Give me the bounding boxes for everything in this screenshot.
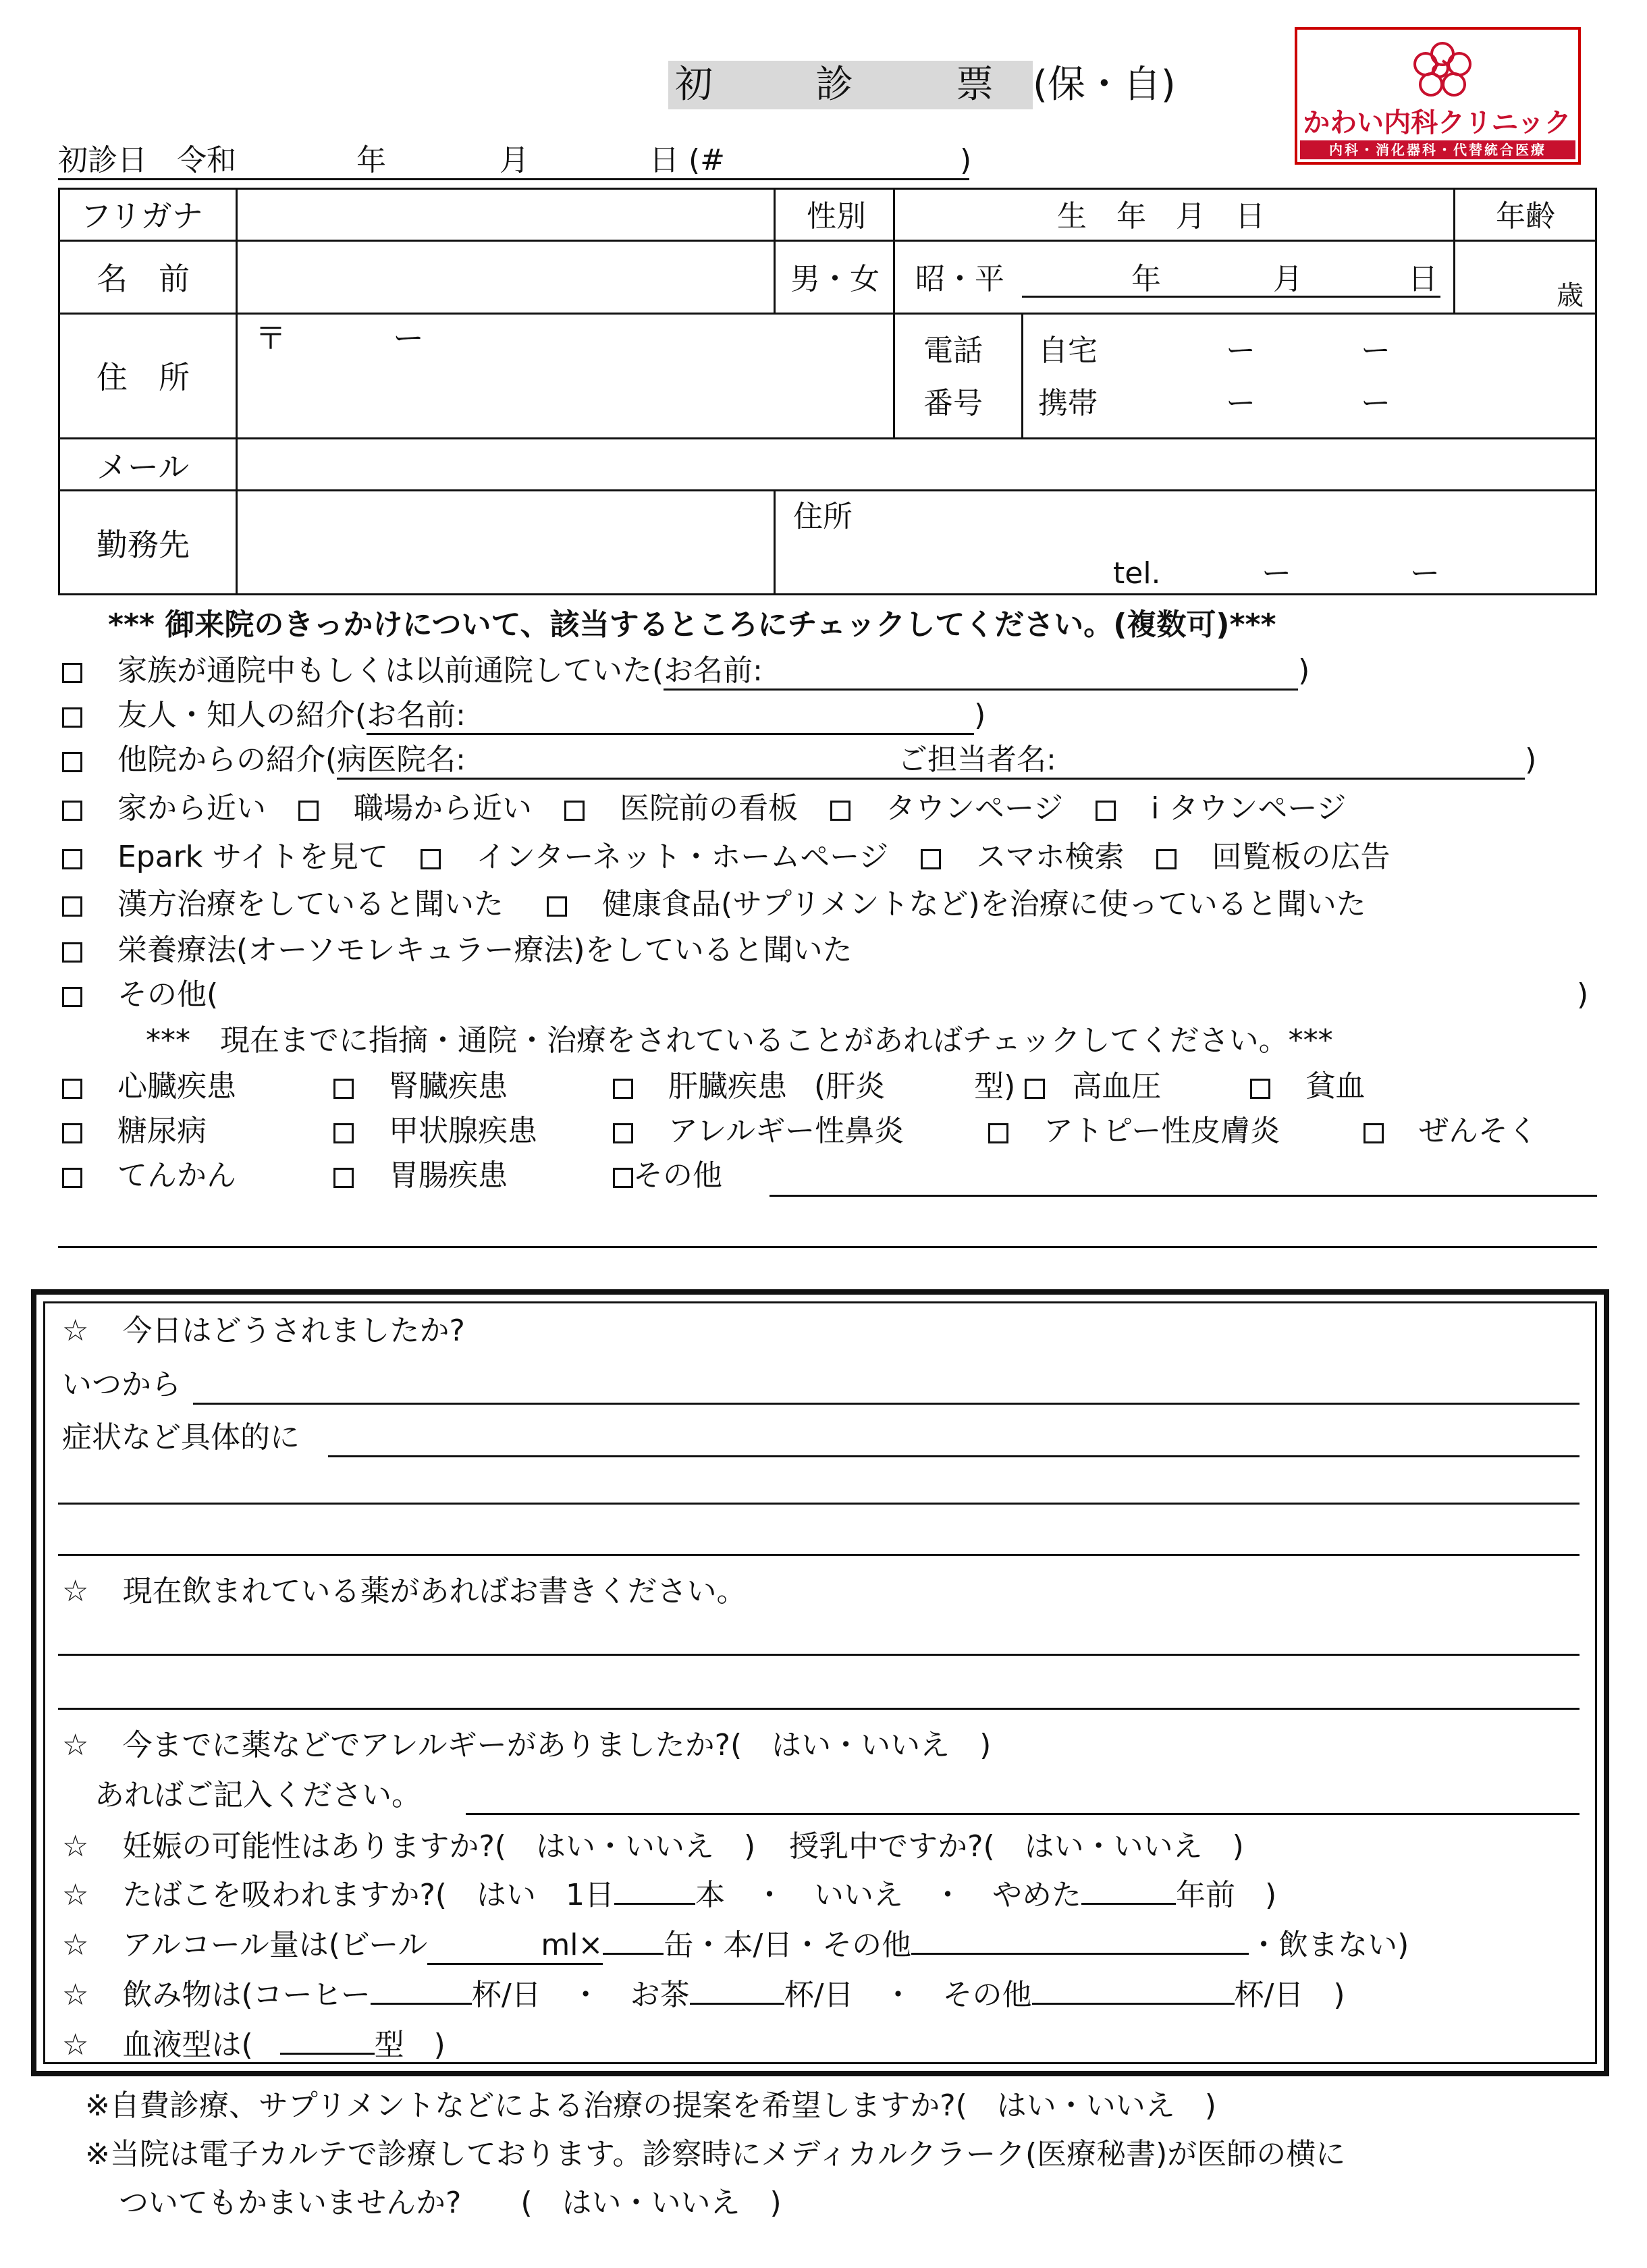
q-tobacco-c: 年前 )	[1175, 1878, 1277, 1912]
birth-month: 月	[1273, 262, 1303, 296]
star-icon: ☆	[62, 1829, 89, 1864]
reason-smartphone: スマホ検索	[976, 840, 1125, 874]
star-icon: ☆	[62, 1978, 89, 2012]
checkbox[interactable]	[921, 849, 941, 869]
first-visit-date	[58, 143, 972, 180]
close-paren: )	[1525, 742, 1537, 777]
flower-logo-icon	[1405, 34, 1480, 108]
history-row-2	[62, 1114, 1538, 1149]
star-icon: ☆	[62, 1728, 89, 1762]
tobacco-count-field[interactable]	[614, 1903, 695, 1905]
reason-townpage: タウンページ	[886, 791, 1064, 826]
history-extra-line[interactable]	[58, 1246, 1597, 1248]
birth-label: 生 年 月 日	[1057, 199, 1265, 234]
q-pregnancy-row	[62, 1829, 1244, 1864]
clinic-tagline: 内科・消化器科・代替統合医療	[1300, 140, 1575, 159]
history-hypertension: 高血圧	[1072, 1069, 1162, 1104]
checkbox[interactable]	[62, 942, 82, 963]
q-tobacco-b: 本 ・ いいえ ・ やめた	[695, 1878, 1081, 1912]
checkbox[interactable]	[547, 896, 567, 917]
work-tel-dash-2: ー	[1410, 556, 1440, 591]
sex-label: 性別	[807, 199, 866, 234]
reason-other: その他(	[117, 977, 219, 1012]
history-row-1	[62, 1069, 1365, 1104]
date-month: 月	[500, 143, 529, 178]
birth-underline	[1022, 296, 1440, 298]
work-tel-label: tel.	[1113, 556, 1161, 591]
checkbox[interactable]	[830, 801, 850, 821]
reason-kampo: 漢方治療をしていると聞いた	[117, 887, 504, 921]
family-name-field[interactable]	[664, 653, 1298, 691]
checkbox[interactable]	[613, 1123, 633, 1143]
alcohol-other-field[interactable]	[911, 1953, 1249, 1955]
mail-field[interactable]	[236, 437, 1597, 491]
history-row-3	[62, 1158, 722, 1193]
history-anemia: 貧血	[1305, 1069, 1366, 1104]
history-liver: 肝臓疾患	[668, 1069, 787, 1104]
work-address-field[interactable]	[774, 489, 1597, 595]
checkbox[interactable]	[613, 1168, 633, 1188]
checkbox[interactable]	[62, 663, 82, 683]
checkbox[interactable]	[333, 1079, 354, 1099]
title-text: 初 診 票	[668, 61, 1033, 109]
reason-near-work: 職場から近い	[354, 791, 532, 826]
checkbox[interactable]	[1250, 1079, 1270, 1099]
history-thyroid: 甲状腺疾患	[389, 1114, 537, 1148]
mobile-phone-label: 携帯	[1038, 386, 1098, 421]
patient-info-table	[58, 188, 1597, 595]
reason-family-row	[62, 653, 1310, 691]
name-label: 名 前	[97, 261, 190, 297]
q-medicine	[62, 1574, 746, 1609]
furigana-label: フリガナ	[80, 198, 203, 234]
q-drink-row	[62, 1978, 1345, 2013]
history-other: その他	[633, 1158, 722, 1193]
checkbox[interactable]	[62, 849, 82, 869]
coffee-field[interactable]	[371, 2003, 472, 2005]
q-blood-b: 型 )	[374, 2028, 446, 2062]
checkbox[interactable]	[62, 987, 82, 1007]
checkbox[interactable]	[564, 801, 585, 821]
birth-label-cell	[893, 188, 1455, 242]
checkbox[interactable]	[62, 801, 82, 821]
reason-row-7	[62, 933, 853, 968]
birth-date-cell	[893, 240, 1455, 315]
reason-other-close: )	[1577, 977, 1589, 1012]
reason-near-home: 家から近い	[117, 791, 266, 826]
symptoms-line-3[interactable]	[58, 1554, 1580, 1556]
close-paren: )	[974, 698, 986, 732]
history-other-line[interactable]	[770, 1195, 1597, 1197]
star-icon: ☆	[62, 1314, 89, 1348]
history-diabetes: 糖尿病	[117, 1114, 207, 1148]
footer-line-2: ※当院は電子カルテで診療しております。診察時にメディカルクラーク(医療秘書)が医師の横に	[85, 2137, 1346, 2171]
q-tobacco-row	[62, 1878, 1276, 1913]
since-line[interactable]	[193, 1403, 1580, 1405]
alcohol-count-field[interactable]	[603, 1953, 664, 1955]
q-alcohol-d: ・飲まない)	[1249, 1928, 1409, 1962]
since-label: いつから	[62, 1368, 181, 1402]
date-year: 年	[356, 143, 386, 178]
alcohol-ml-field[interactable]	[427, 1928, 603, 1965]
doctor-name-label: ご担当者名:	[898, 742, 1056, 777]
birth-era[interactable]: 昭・平	[915, 262, 1004, 296]
q-medicine-text: 現在飲まれている薬があればお書きください。	[122, 1574, 747, 1609]
checkbox[interactable]	[62, 1079, 82, 1099]
clinic-logo	[1295, 27, 1581, 165]
friend-name-field[interactable]	[367, 698, 974, 735]
q-drink-c: 杯/日 ・ その他	[784, 1978, 1032, 2012]
work-tel-dash-1: ー	[1262, 556, 1291, 591]
footer-line-1[interactable]: ※自費診療、サプリメントなどによる治療の提案を希望しますか?( はい・いいえ )	[85, 2088, 1216, 2123]
checkbox[interactable]	[1096, 801, 1116, 821]
q-blood-a: 血液型は(	[122, 2028, 253, 2062]
sex-label-cell	[774, 188, 895, 242]
q-allergy-text[interactable]: 今までに薬などでアレルギーがありましたか?( はい・いいえ )	[122, 1728, 992, 1762]
date-hash: (#	[688, 143, 726, 178]
furigana-label-cell	[58, 188, 238, 242]
history-atopic: アトピー性皮膚炎	[1044, 1114, 1280, 1148]
allergy-detail-label: あればご記入ください。	[94, 1778, 421, 1812]
q-nursing[interactable]: 授乳中ですか?( はい・いいえ )	[789, 1829, 1244, 1864]
checkbox[interactable]	[1364, 1123, 1384, 1143]
checkbox[interactable]	[1156, 849, 1177, 869]
home-dash-1: ー	[1226, 333, 1256, 368]
checkbox[interactable]	[613, 1079, 633, 1099]
medicine-line-2[interactable]	[58, 1708, 1580, 1710]
tobacco-quit-field[interactable]	[1081, 1903, 1176, 1905]
reason-row-6	[62, 887, 1366, 922]
checkbox[interactable]	[988, 1123, 1008, 1143]
q-allergy	[62, 1728, 991, 1763]
history-epilepsy: てんかん	[117, 1158, 236, 1193]
clinic-name: かわい内科クリニック	[1303, 107, 1571, 138]
reason-friend-row	[62, 698, 986, 735]
close-paren: )	[1298, 653, 1310, 688]
checkbox[interactable]	[62, 707, 82, 728]
q-today-text: 今日はどうされましたか?	[122, 1314, 465, 1348]
work-address-label: 住所	[793, 500, 853, 534]
sex-options-cell	[774, 240, 895, 315]
mobile-dash-1: ー	[1226, 386, 1256, 421]
postal-mark: 〒	[255, 320, 286, 356]
form-title	[668, 61, 1176, 109]
name-field[interactable]	[236, 240, 776, 315]
age-label-cell	[1453, 188, 1597, 242]
age-unit: 歳	[1557, 280, 1584, 311]
reason-hospital: 他院からの紹介(	[117, 742, 338, 777]
checkbox[interactable]	[298, 801, 319, 821]
history-heart: 心臓疾患	[117, 1069, 236, 1104]
q-drink-d: 杯/日 )	[1234, 1978, 1345, 2012]
q-today	[62, 1314, 465, 1349]
reason-internet: インターネット・ホームページ	[476, 840, 889, 874]
birth-year: 年	[1131, 262, 1161, 296]
family-name-label: お名前:	[664, 653, 763, 688]
blood-type-field[interactable]	[280, 2053, 375, 2055]
phone-field[interactable]	[1021, 313, 1597, 439]
checkbox[interactable]	[62, 1123, 82, 1143]
checkbox[interactable]	[333, 1168, 354, 1188]
address-label-cell	[58, 313, 238, 439]
reason-signboard: 医院前の看板	[620, 791, 798, 826]
checkbox[interactable]	[62, 752, 82, 772]
postal-dash: ー	[393, 320, 424, 356]
medicine-line-1[interactable]	[58, 1654, 1580, 1656]
star-icon: ☆	[62, 2028, 89, 2062]
work-name-field[interactable]	[236, 489, 776, 595]
hospital-name-field[interactable]	[337, 742, 1525, 780]
star-icon: ☆	[62, 1574, 89, 1609]
age-label: 年齢	[1496, 199, 1555, 234]
title-suffix: (保・自)	[1033, 63, 1176, 107]
footer-line-3[interactable]: ついてもかまいませんか? ( はい・いいえ )	[119, 2186, 782, 2220]
date-label: 初診日 令和	[58, 143, 236, 178]
friend-name-label: お名前:	[367, 698, 466, 732]
history-rhinitis: アレルギー性鼻炎	[668, 1114, 905, 1148]
address-field[interactable]	[236, 313, 895, 439]
q-blood-row	[62, 2028, 446, 2063]
history-hepatitis[interactable]: (肝炎 型)	[814, 1069, 1016, 1104]
mobile-dash-2: ー	[1361, 386, 1390, 421]
star-icon: ☆	[62, 1928, 89, 1962]
reason-circular: 回覧板の広告	[1212, 840, 1390, 874]
phone-label-line2: 番号	[923, 386, 983, 421]
phone-label-line1: 電話	[923, 333, 983, 368]
reason-friend: 友人・知人の紹介(	[117, 698, 367, 732]
furigana-field[interactable]	[236, 188, 776, 242]
symptoms-line-1[interactable]	[328, 1455, 1580, 1457]
tea-field[interactable]	[690, 2003, 784, 2005]
phone-label-cell	[893, 313, 1023, 439]
reason-family: 家族が通院中もしくは以前通院していた(	[117, 653, 664, 688]
reason-epark: Epark サイトを見て	[117, 840, 389, 874]
home-phone-label: 自宅	[1038, 333, 1098, 368]
star-icon: ☆	[62, 1878, 89, 1912]
sex-options[interactable]: 男・女	[790, 262, 880, 296]
reason-hospital-row	[62, 742, 1536, 780]
checkbox[interactable]	[62, 896, 82, 917]
work-label-cell	[58, 489, 238, 595]
q-drink-b: 杯/日 ・ お茶	[471, 1978, 690, 2012]
q-tobacco-a: たばこを吸われますか?( はい 1日	[122, 1878, 614, 1912]
mail-label-cell	[58, 437, 238, 491]
birth-day: 日	[1408, 262, 1438, 296]
visit-reason-heading: *** 御来院のきっかけについて、該当するところにチェックしてください。(複数可)***	[108, 608, 1276, 642]
hospital-name-label: 病医院名:	[337, 742, 466, 777]
q-alcohol-a: アルコール量は(ビール	[122, 1928, 428, 1962]
home-dash-2: ー	[1361, 333, 1390, 368]
history-kidney: 腎臓疾患	[389, 1069, 508, 1104]
history-asthma: ぜんそく	[1419, 1114, 1538, 1148]
symptoms-label: 症状など具体的に	[62, 1420, 300, 1455]
history-heading: *** 現在までに指摘・通院・治療をされていることがあればチェックしてください。***	[146, 1023, 1333, 1058]
age-field[interactable]	[1453, 240, 1597, 315]
checkbox[interactable]	[421, 849, 441, 869]
checkbox[interactable]	[333, 1123, 354, 1143]
work-label: 勤務先	[97, 526, 190, 563]
q-pregnancy[interactable]: 妊娠の可能性はありますか?( はい・いいえ )	[122, 1829, 756, 1864]
drink-other-field[interactable]	[1032, 2003, 1235, 2005]
mail-label: メール	[97, 449, 190, 485]
reason-row-5	[62, 840, 1390, 875]
q-drink-a: 飲み物は(コーヒー	[122, 1978, 371, 2012]
date-close: )	[960, 143, 972, 178]
q-alcohol-b: ml×	[541, 1928, 603, 1962]
history-gastro: 胃腸疾患	[389, 1158, 508, 1193]
q-alcohol-c: 缶・本/日・その他	[664, 1928, 912, 1962]
date-day: 日	[649, 143, 679, 178]
name-label-cell	[58, 240, 238, 315]
allergy-detail-line[interactable]	[466, 1813, 1580, 1815]
reason-nutrition: 栄養療法(オーソモレキュラー療法)をしていると聞いた	[117, 933, 853, 967]
q-alcohol-row	[62, 1928, 1409, 1965]
reason-row-8	[62, 977, 218, 1013]
reason-row-4	[62, 791, 1346, 826]
address-label: 住 所	[97, 359, 190, 396]
checkbox[interactable]	[1025, 1079, 1045, 1099]
symptoms-line-2[interactable]	[58, 1503, 1580, 1505]
reason-supplement: 健康食品(サプリメントなど)を治療に使っていると聞いた	[602, 887, 1366, 921]
checkbox[interactable]	[62, 1168, 82, 1188]
reason-i-townpage: i タウンページ	[1151, 791, 1347, 826]
